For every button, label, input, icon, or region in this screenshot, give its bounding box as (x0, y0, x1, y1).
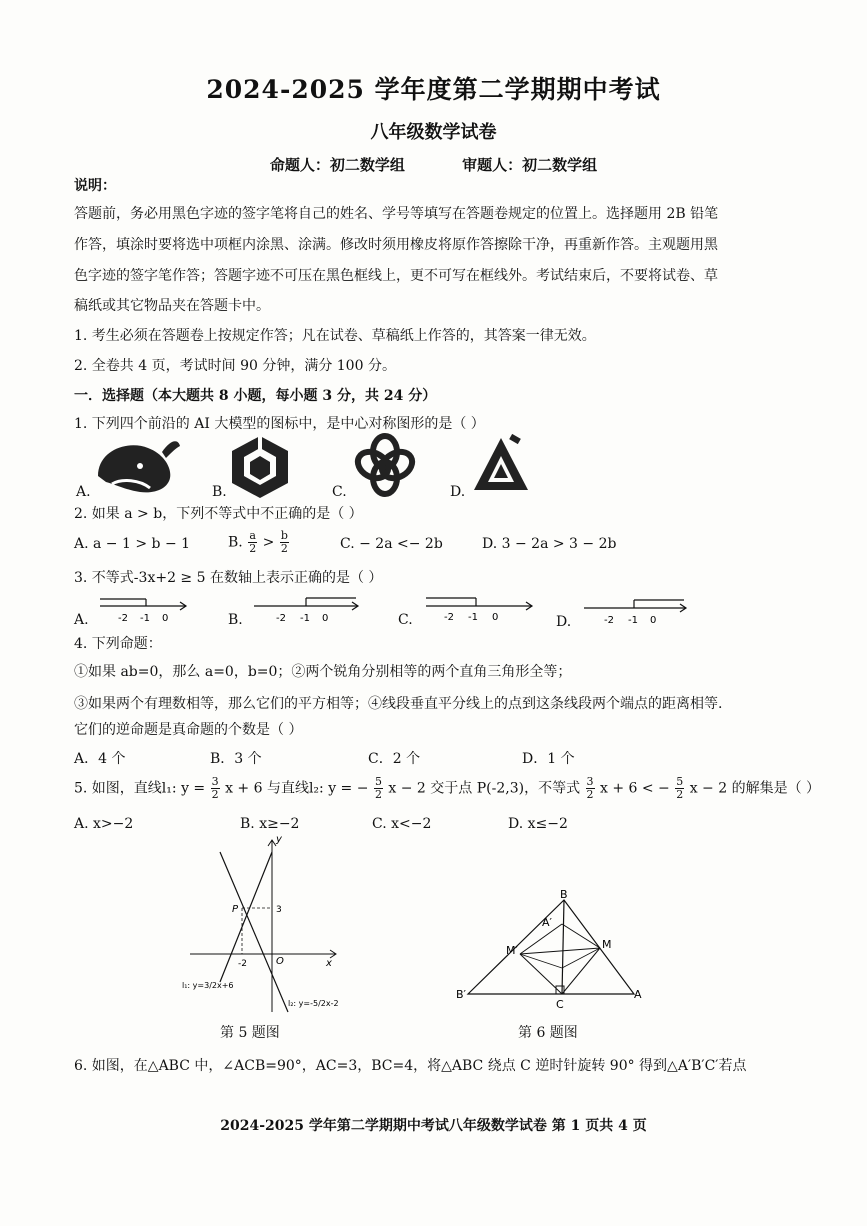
tick-d-1: -2 (604, 615, 614, 626)
q4-option-b: B．3 个 (210, 751, 262, 767)
y-axis-label: y (276, 834, 282, 845)
tick-a-1: -2 (118, 613, 128, 624)
figure-6-caption: 第 6 题图 (518, 1025, 578, 1041)
q1-label-c: C. (332, 484, 347, 500)
origin-label: O (276, 956, 284, 967)
setter: 命题人：初二数学组 (269, 156, 405, 174)
q3-stem: 3. 不等式-3x+2 ≥ 5 在数轴上表示正确的是（ ） (74, 570, 383, 586)
label-c: C (556, 998, 564, 1011)
q1-label-b: B. (212, 484, 227, 500)
q4-stem: 4. 下列命题： (74, 636, 162, 652)
q2-b-frac-b: $\frac{b}{2}$ (280, 529, 288, 555)
tick-x-label: -2 (238, 959, 247, 969)
number-line-d (582, 596, 688, 626)
number-line-a (96, 596, 188, 626)
page-footer: 2024-2025 学年第二学期期中考试八年级数学试卷 第 1 页共 4 页 (220, 1118, 647, 1134)
tick-a-3: 0 (162, 613, 169, 624)
q3-label-b: B. (228, 612, 243, 628)
instructions-line-4: 稿纸或其它物品夹在答题卡中。 (74, 298, 270, 314)
q3-label-c: C. (398, 612, 413, 628)
instructions-heading: 说明： (74, 178, 116, 194)
tick-b-3: 0 (322, 613, 329, 624)
label-m: M (602, 938, 612, 951)
l1-label: l₁: y=3/2x+6 (182, 981, 234, 990)
knot-logo-icon (352, 432, 418, 498)
label-a: A (634, 988, 642, 1001)
label-a-prime: A′ (542, 916, 553, 929)
label-b-prime: B′ (456, 988, 467, 1001)
tick-b-2: -1 (300, 613, 310, 624)
tick-b-1: -2 (276, 613, 286, 624)
reviewer: 审题人：初二数学组 (462, 156, 598, 174)
exam-subtitle: 八年级数学试卷 (370, 122, 497, 143)
q1-stem: 1. 下列四个前沿的 AI 大模型的图标中，是中心对称图形的是（ ） (74, 416, 485, 432)
x-axis-label: x (326, 958, 332, 969)
number-line-c (424, 592, 536, 622)
tick-c-3: 0 (492, 612, 499, 622)
tick-y-label: 3 (276, 905, 282, 915)
exam-title: 2024-2025 学年度第二学期期中考试 (206, 75, 661, 104)
whale-logo-icon (92, 432, 182, 500)
tick-c-2: -1 (468, 612, 478, 622)
l2-label: l₂: y=-5/2x-2 (288, 999, 339, 1008)
q1-label-a: A. (76, 484, 91, 500)
note-2: 2. 全卷共 4 页，考试时间 90 分钟，满分 100 分。 (74, 358, 396, 374)
figure-5-caption: 第 5 题图 (220, 1025, 280, 1041)
q2-option-c: C. − 2a <− 2b (340, 536, 443, 552)
q2-stem: 2. 如果 a > b，下列不等式中不正确的是（ ） (74, 506, 363, 522)
q4-line-1: ①如果 ab=0，那么 a=0，b=0；②两个锐角分别相等的两个直角三角形全等； (74, 664, 572, 680)
q1-label-d: D. (450, 484, 466, 500)
q2-option-a: A. a − 1 > b − 1 (74, 536, 191, 552)
q5-option-c: C. x<−2 (372, 816, 432, 832)
q5-option-b: B. x≥−2 (240, 816, 300, 832)
q4-option-a: A．4 个 (74, 751, 126, 767)
q3-label-d: D. (556, 614, 572, 630)
q2-option-d: D. 3 − 2a > 3 − 2b (482, 536, 617, 552)
label-b: B (560, 888, 568, 901)
tick-c-1: -2 (444, 612, 454, 622)
exam-authors (0, 154, 867, 175)
instructions-line-1: 答题前，务必用黑色字迹的签字笔将自己的姓名、学号等填写在答题卷规定的位置上。选择题用 2B 铅笔 (74, 206, 719, 222)
triangle-knot-logo-icon (470, 434, 532, 500)
q2-option-b: B. $\frac{a}{2}$ > $\frac{b}{2}$ (228, 529, 288, 555)
q4-option-d: D．1 个 (522, 751, 575, 767)
section-heading: 一．选择题（本大题共 8 小题，每小题 3 分，共 24 分） (74, 388, 437, 404)
tick-d-3: 0 (650, 615, 657, 626)
q3-label-a: A. (74, 612, 89, 628)
q2-b-frac-a: $\frac{a}{2}$ (249, 529, 257, 555)
figure-6 (450, 888, 654, 1012)
instructions-line-2: 作答，填涂时要将选中项框内涂黑、涂满。修改时须用橡皮将原作答擦除干净，再重新作答。主观题用黑 (74, 237, 718, 253)
instructions-line-3: 色字迹的签字笔作答；答题字迹不可压在黑色框线上，更不可写在框线外。考试结束后，不要将试卷、草 (74, 268, 718, 284)
figure-5 (176, 832, 346, 1020)
hexagon-cube-logo-icon (228, 434, 292, 500)
tick-d-2: -1 (628, 615, 638, 626)
q6-stem: 6. 如图，在△ABC 中，∠ACB=90°，AC=3，BC=4，将△ABC 绕点 C 逆时针旋转 90° 得到△A′B′C′若点 (74, 1058, 747, 1074)
q4-line-2: ③如果两个有理数相等，那么它们的平方相等；④线段垂直平分线上的点到这条线段两个端点的距离相等. (74, 696, 723, 712)
q4-line-3: 它们的逆命题是真命题的个数是（ ） (74, 722, 303, 738)
q5-option-a: A. x>−2 (74, 816, 134, 832)
point-p-label: P (232, 904, 239, 915)
q5-option-d: D. x≤−2 (508, 816, 568, 832)
note-1: 1. 考生必须在答题卷上按规定作答；凡在试卷、草稿纸上作答的，其答案一律无效。 (74, 328, 596, 344)
q5-stem: 5. 如图，直线l₁: y = $\frac{3}{2}$ x + 6 与直线l₂: y = − $\frac{5}{2}$ x − 2 交于点 P(-2,3)，不等式 $\frac{3}{2}$ x + 6 < − $\frac{5}{2}$ x − 2 的解集是（ ） (74, 775, 821, 801)
tick-a-2: -1 (140, 613, 150, 624)
number-line-b (252, 594, 360, 624)
label-m-prime: M′ (506, 944, 518, 957)
q4-option-c: C．2 个 (368, 751, 421, 767)
